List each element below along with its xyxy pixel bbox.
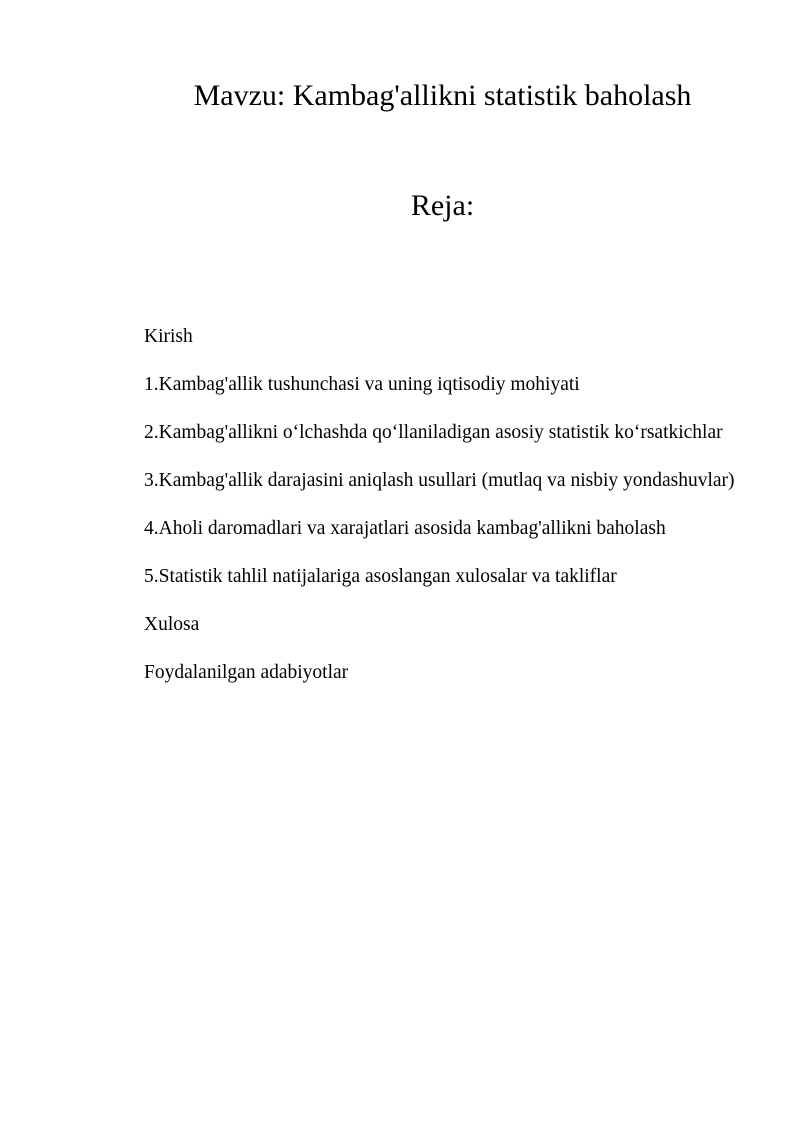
plan-item-1: 1.Kambag'allik tushunchasi va uning iqtisodiy mohiyati bbox=[144, 374, 580, 395]
document-title: Mavzu: Kambag'allikni statistik baholash bbox=[193, 79, 692, 112]
plan-list bbox=[114, 320, 742, 704]
plan-item-4: 4.Aholi daromadlari va xarajatlari asosida kambag'allikni baholash bbox=[144, 518, 666, 539]
plan-item-2: 2.Kambag'allikni o‘lchashda qo‘llaniladigan asosiy statistik ko‘rsatkichlar bbox=[144, 422, 723, 443]
plan-item-3: 3.Kambag'allik darajasini aniqlash usullari (mutlaq va nisbiy yondashuvlar) bbox=[144, 470, 735, 491]
plan-item-5: 5.Statistik tahlil natijalariga asoslangan xulosalar va takliflar bbox=[144, 566, 617, 587]
plan-item-references: Foydalanilgan adabiyotlar bbox=[144, 662, 349, 683]
plan-item-conclusion: Xulosa bbox=[144, 614, 200, 635]
plan-item-introduction: Kirish bbox=[144, 326, 193, 347]
plan-heading: Reja: bbox=[410, 189, 475, 222]
